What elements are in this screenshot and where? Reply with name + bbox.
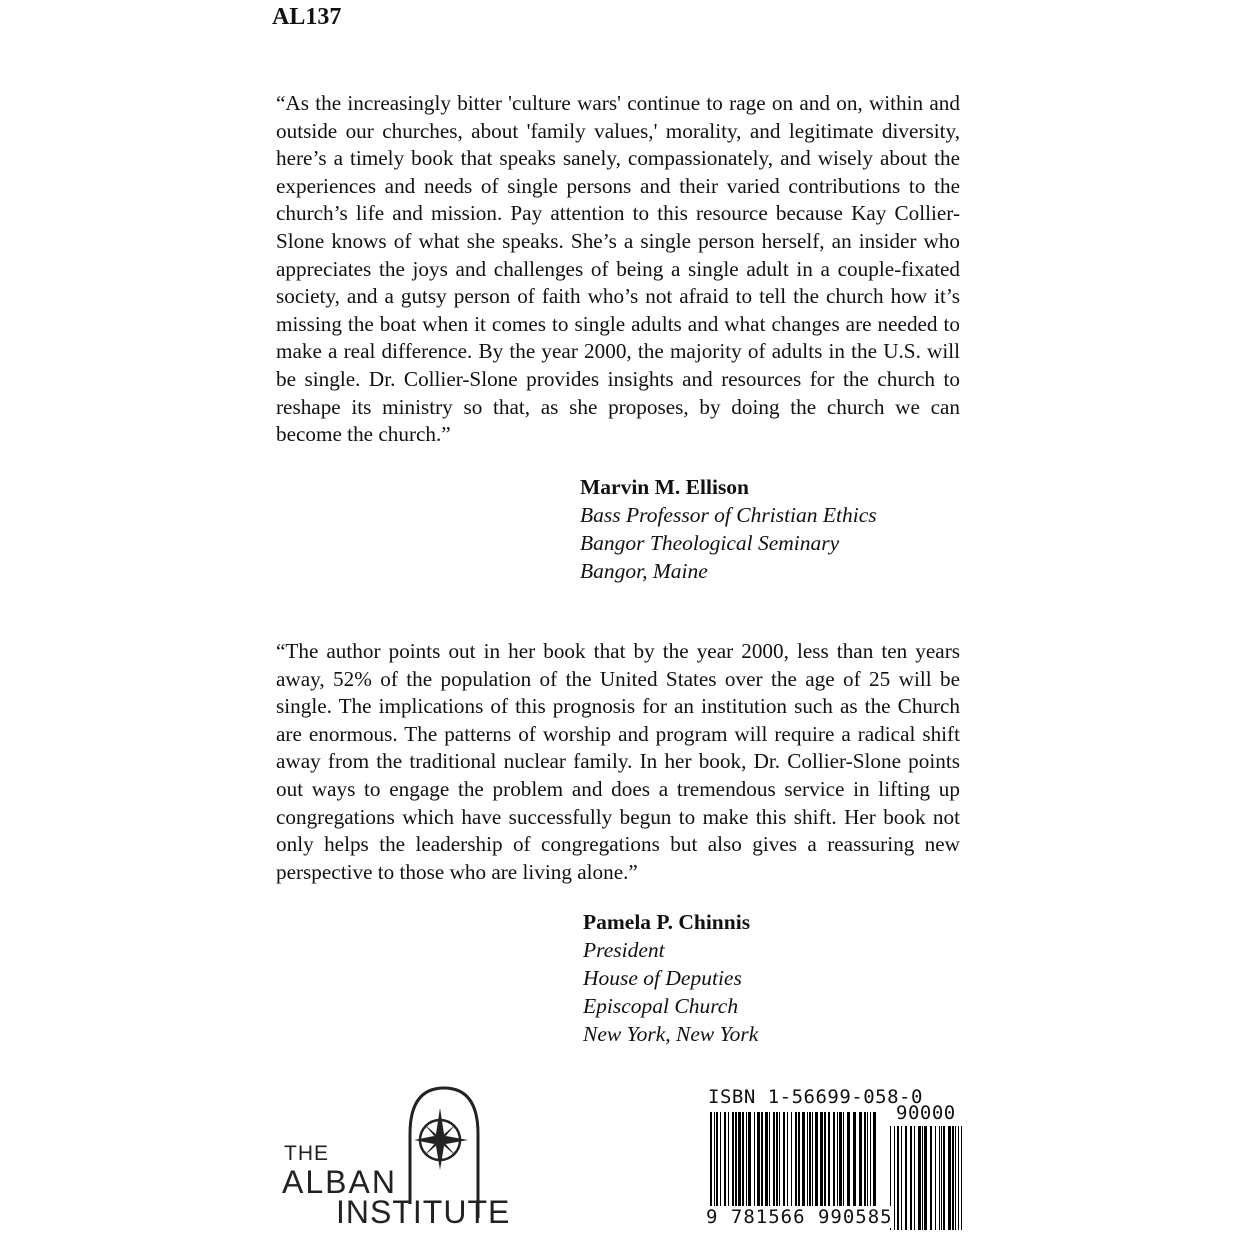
ean-digits: 9 781566 990585 (706, 1206, 893, 1228)
catalog-code: AL137 (272, 4, 342, 30)
author-organization: House of Deputies (583, 966, 742, 990)
logo-text-institute: INSTITUTE (336, 1194, 511, 1230)
endorsement-quote-1: “As the increasingly bitter 'culture wars' continue to rage on and on, within and outside our churches, about 'family values,' morality, and legitimate diversity, here’s a timely book that speaks sanely, compassionately, and wisely about the experiences and needs of single persons and their varied contributions to the church’s life and mission. Pay attention to this resource because Kay Collier-Slone knows of what she speaks. She’s a single person herself, an insider who appreciates the joys and challenges of being a single adult in a couple-fixated society, and a gutsy person of faith who’s not afraid to tell the church how it’s missing the boat when it comes to single adults and what changes are needed to make a real difference. By the year 2000, the majority of adults in the U.S. will be single. Dr. Collier-Slone provides insights and resources for the church to reshape its ministry so that, as she proposes, by doing the church we can become the church.” (276, 91, 960, 447)
isbn-number: ISBN 1-56699-058-0 (708, 1086, 923, 1108)
endorsement-quote-2: “The author points out in her book that by the year 2000, less than ten years away, 52% of the population of the United States over the age of 25 will be single. The implications of this prognosis for an institution such as the Church are enormous. The patterns of worship and program will require a radical shift away from the traditional nuclear family. In her book, Dr. Collier-Slone points out ways to engage the problem and does a tremendous service in lifting up congregations which have successfully begun to make this shift. Her book not only helps the leadership of congregations but also gives a reassuring new perspective to those who are living alone.” (276, 639, 960, 884)
alban-institute-logo (282, 1086, 512, 1231)
author-title: President (583, 938, 665, 962)
logo-text-alban: ALBAN (282, 1164, 397, 1200)
author-title: Bass Professor of Christian Ethics (580, 503, 877, 527)
isbn-barcode (706, 1086, 966, 1236)
logo-text-the: THE (284, 1142, 329, 1165)
barcode-addon-number: 90000 (896, 1102, 956, 1124)
author-location: Bangor, Maine (580, 559, 708, 583)
author-institution: Episcopal Church (583, 994, 739, 1018)
author-name: Marvin M. Ellison (580, 475, 750, 499)
author-institution: Bangor Theological Seminary (580, 531, 840, 555)
author-location: New York, New York (583, 1022, 759, 1046)
endorsement-attribution-1 (580, 473, 877, 585)
endorsement-attribution-2 (583, 908, 758, 1048)
author-name: Pamela P. Chinnis (583, 910, 751, 934)
